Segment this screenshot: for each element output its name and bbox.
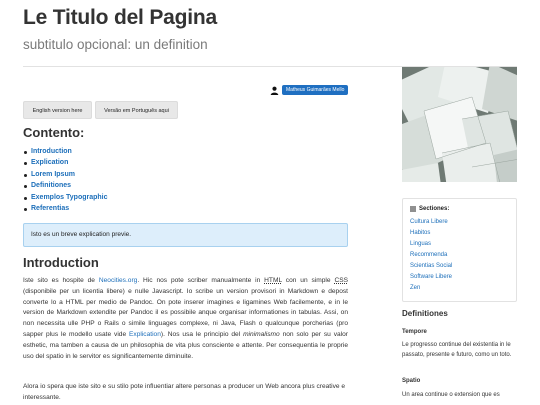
page-title: Le Titulo del Pagina — [23, 6, 217, 29]
introduction-paragraph — [23, 276, 348, 362]
portuguese-version-button[interactable]: Versão em Português aqui — [95, 101, 178, 119]
toc-heading: Contento: — [23, 125, 85, 140]
html-abbr: HTML — [264, 277, 282, 284]
sections-header — [410, 206, 509, 212]
definition-term: Tempore — [402, 329, 427, 335]
table-of-contents — [23, 146, 108, 214]
paper-sheets-image — [402, 67, 517, 182]
explication-link[interactable]: Explication — [129, 330, 161, 338]
preview-callout: Isto es un breve explication previe. — [23, 223, 348, 247]
sections-list — [410, 217, 509, 294]
toc-item-explication[interactable]: Explication — [23, 157, 108, 168]
author-tag[interactable] — [270, 85, 348, 95]
introduction-heading: Introduction — [23, 255, 99, 270]
closing-paragraph: Alora io spera que iste sito e su stilo pote influentiar altere personas a producer un Web ancora plus creative e interessante. — [23, 383, 346, 401]
section-link-habitos[interactable]: Habitos — [410, 230, 431, 236]
section-link-zen[interactable]: Zen — [410, 285, 421, 291]
author-badge[interactable]: Matheus Guimarães Mello — [282, 85, 348, 95]
section-link-software-libere[interactable]: Software Libere — [410, 274, 453, 280]
text-run: con un simple — [281, 277, 335, 284]
definition-text: Un area continue o extension que es — [402, 392, 500, 398]
sections-panel — [402, 198, 517, 302]
text-run: (disponibile per un licentia libere) e nulle Javascript. Io scribe un version provisori in Markdown e depost converte lo a HTML per medio de Pandoc. On pote inserer imagines e ligamines Web facilemente, e in le version de Markdown extendite per Pandoc il es possibile anque organisar informationes in tabulas. Assi, on non necessita ulle PHP o Rails o simile linguages complexe, ni Java, Flash o qualcunque porcherias (pro sapper plus le modello usate vide — [23, 287, 348, 338]
text-run: Iste sito es hospite de — [23, 277, 99, 284]
text-run: ). Nos usa le principio del — [160, 330, 244, 338]
toc-item-exemplos-typographic[interactable]: Exemplos Typographic — [23, 192, 108, 203]
page-subtitle: subtitulo opcional: un definition — [23, 37, 208, 52]
section-link-linguas[interactable]: Linguas — [410, 241, 432, 247]
toc-item-lorem-ipsum[interactable]: Lorem Ipsum — [23, 169, 108, 180]
toc-item-referentias[interactable]: Referentias — [23, 203, 108, 214]
english-version-button[interactable]: English version here — [23, 101, 92, 119]
definition-text: Le progresso continue del existentia in le passato, presente e futuro, como un toto. — [402, 342, 512, 358]
section-link-cultura-libere[interactable]: Cultura Libere — [410, 219, 448, 225]
definitions-heading: Definitiones — [402, 309, 448, 318]
section-link-recommenda[interactable]: Recommenda — [410, 252, 448, 258]
minimalismo-emphasis: minimalismo — [243, 330, 280, 338]
sections-heading: Sectiones: — [419, 206, 450, 212]
css-abbr: CSS — [334, 277, 348, 284]
toc-item-definitiones[interactable]: Definitiones — [23, 180, 108, 191]
section-link-scientias-social[interactable]: Scientias Social — [410, 263, 453, 269]
toc-item-introduction[interactable]: Introduction — [23, 146, 108, 157]
definition-term: Spatio — [402, 378, 421, 384]
user-icon — [270, 86, 279, 95]
neocities-link[interactable]: Neocities.org — [98, 277, 138, 284]
menu-icon — [410, 206, 416, 212]
text-run: non solo per su valor esthetic, ma tamben a causa de un philosophia de vita plus consciente e attente. Per consequentia le proprie uso del spatio in le servitor es significantemente diminuite. — [23, 330, 348, 360]
text-run: . Hic nos pote scriber manualmente in — [137, 277, 265, 284]
